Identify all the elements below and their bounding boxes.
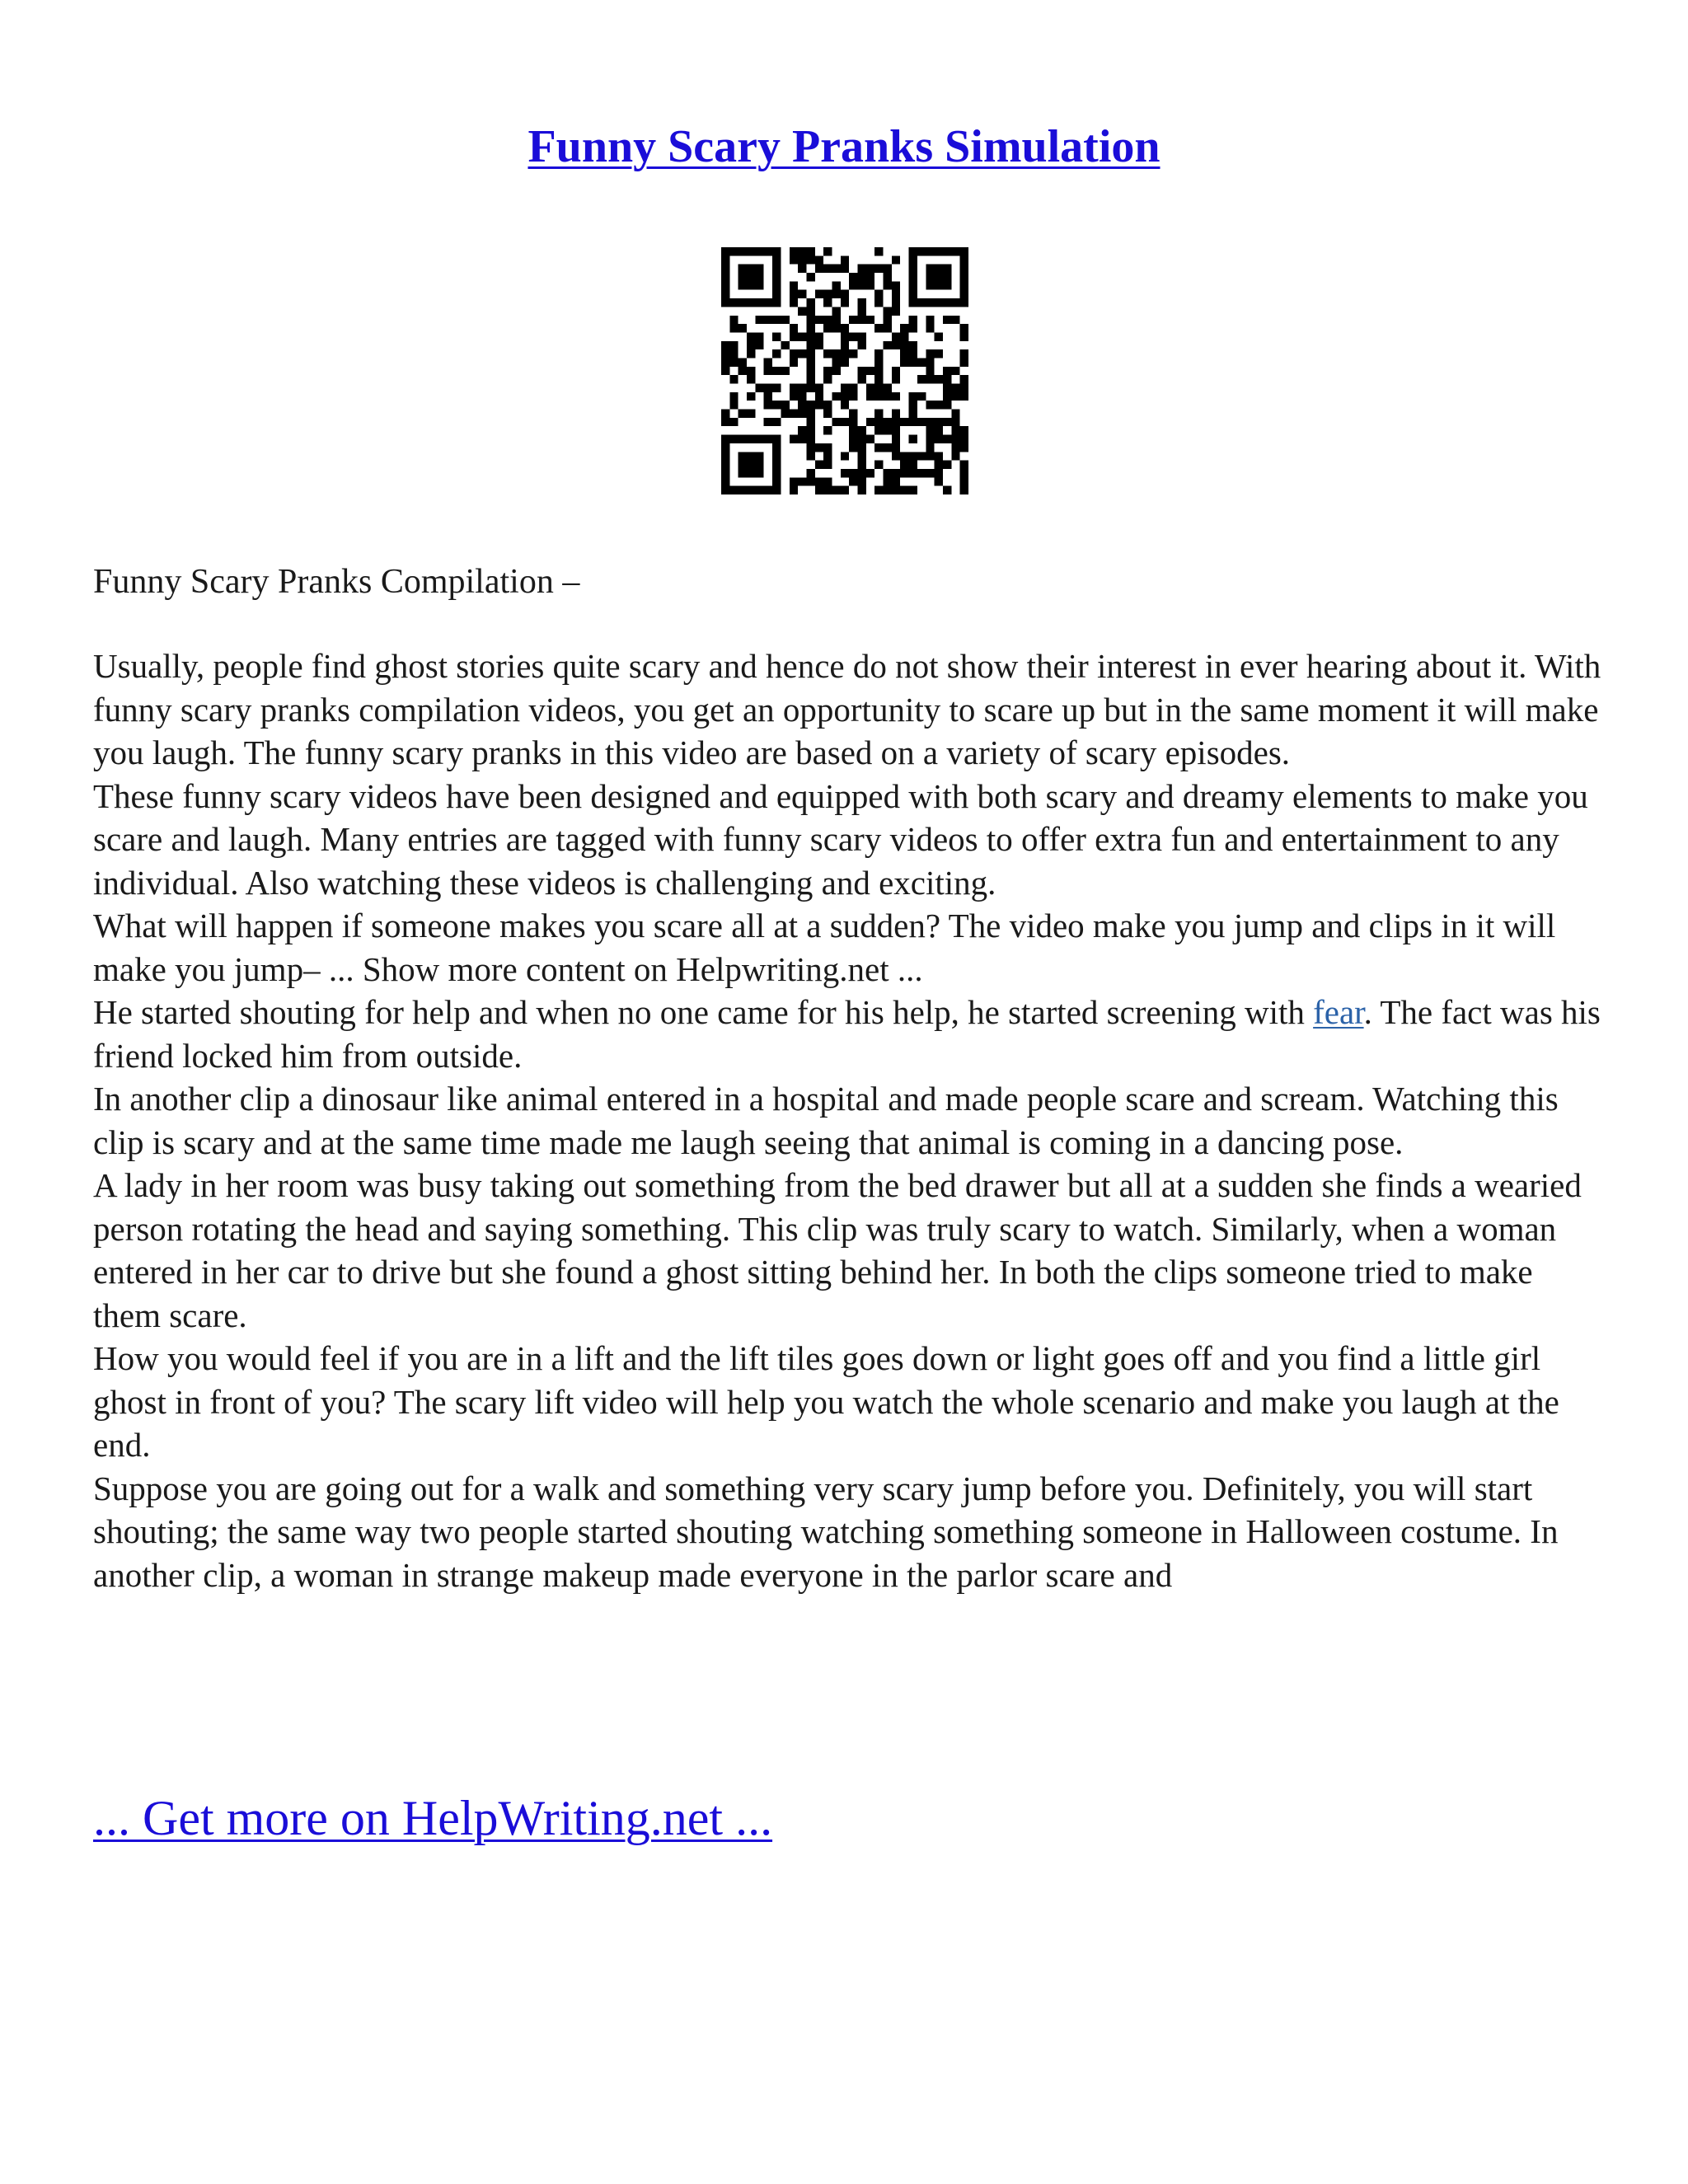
qr-code-icon — [721, 247, 968, 494]
fear-link[interactable]: fear — [1313, 993, 1364, 1031]
paragraph-with-link — [93, 991, 1601, 1077]
paragraph-text: . The fact was his friend locked him from outside. — [93, 993, 1601, 1075]
paragraph: How you would feel if you are in a lift and the lift tiles goes down or light goes off and you find a little girl ghost in front of you? The scary lift video will help you watch the whole scenario and make you laugh at the end. — [93, 1339, 1559, 1464]
paragraph: What will happen if someone makes you scare all at a sudden? The video make you jump and clips in it will make you jump– ... Show more content on Helpwriting.net ... — [93, 907, 1556, 988]
article-body — [93, 644, 1601, 1596]
paragraph: A lady in her room was busy taking out something from the bed drawer but all at a sudden she finds a wearied person rotating the head and saying something. This clip was truly scary to watch. Similarly, when a woman entered in her car to drive but she found a ghost sitting behind her. In both the clips someone tried to make them scare. — [93, 1166, 1582, 1334]
get-more-link[interactable]: ... Get more on HelpWriting.net ... — [93, 1791, 773, 1845]
paragraph: Suppose you are going out for a walk and something very scary jump before you. Definitely, you will start shouting; the same way two people started shouting watching something someone in Halloween costume. In another clip, a woman in strange makeup made everyone in the parlor scare and — [93, 1469, 1559, 1594]
paragraph-text: He started shouting for help and when no one came for his help, he started screening with — [93, 993, 1314, 1031]
paragraph: Usually, people find ghost stories quite scary and hence do not show their interest in ever hearing about it. With funny scary pranks compilation videos, you get an opportunity to scare up but in the same moment it will make you laugh. The funny scary pranks in this video are based on a variety of scary episodes. — [93, 647, 1601, 771]
paragraph: These funny scary videos have been designed and equipped with both scary and dreamy elements to make you scare and laugh. Many entries are tagged with funny scary videos to offer extra fun and entertainment to any individual. Also watching these videos is challenging and exciting. — [93, 776, 1588, 902]
article-subtitle: Funny Scary Pranks Compilation – — [93, 563, 580, 601]
page-title-link[interactable]: Funny Scary Pranks Simulation — [528, 121, 1160, 172]
paragraph: In another clip a dinosaur like animal entered in a hospital and made people scare and scream. Watching this clip is scary and at the same time made me laugh seeing that animal is coming in a dancing pose. — [93, 1080, 1559, 1161]
